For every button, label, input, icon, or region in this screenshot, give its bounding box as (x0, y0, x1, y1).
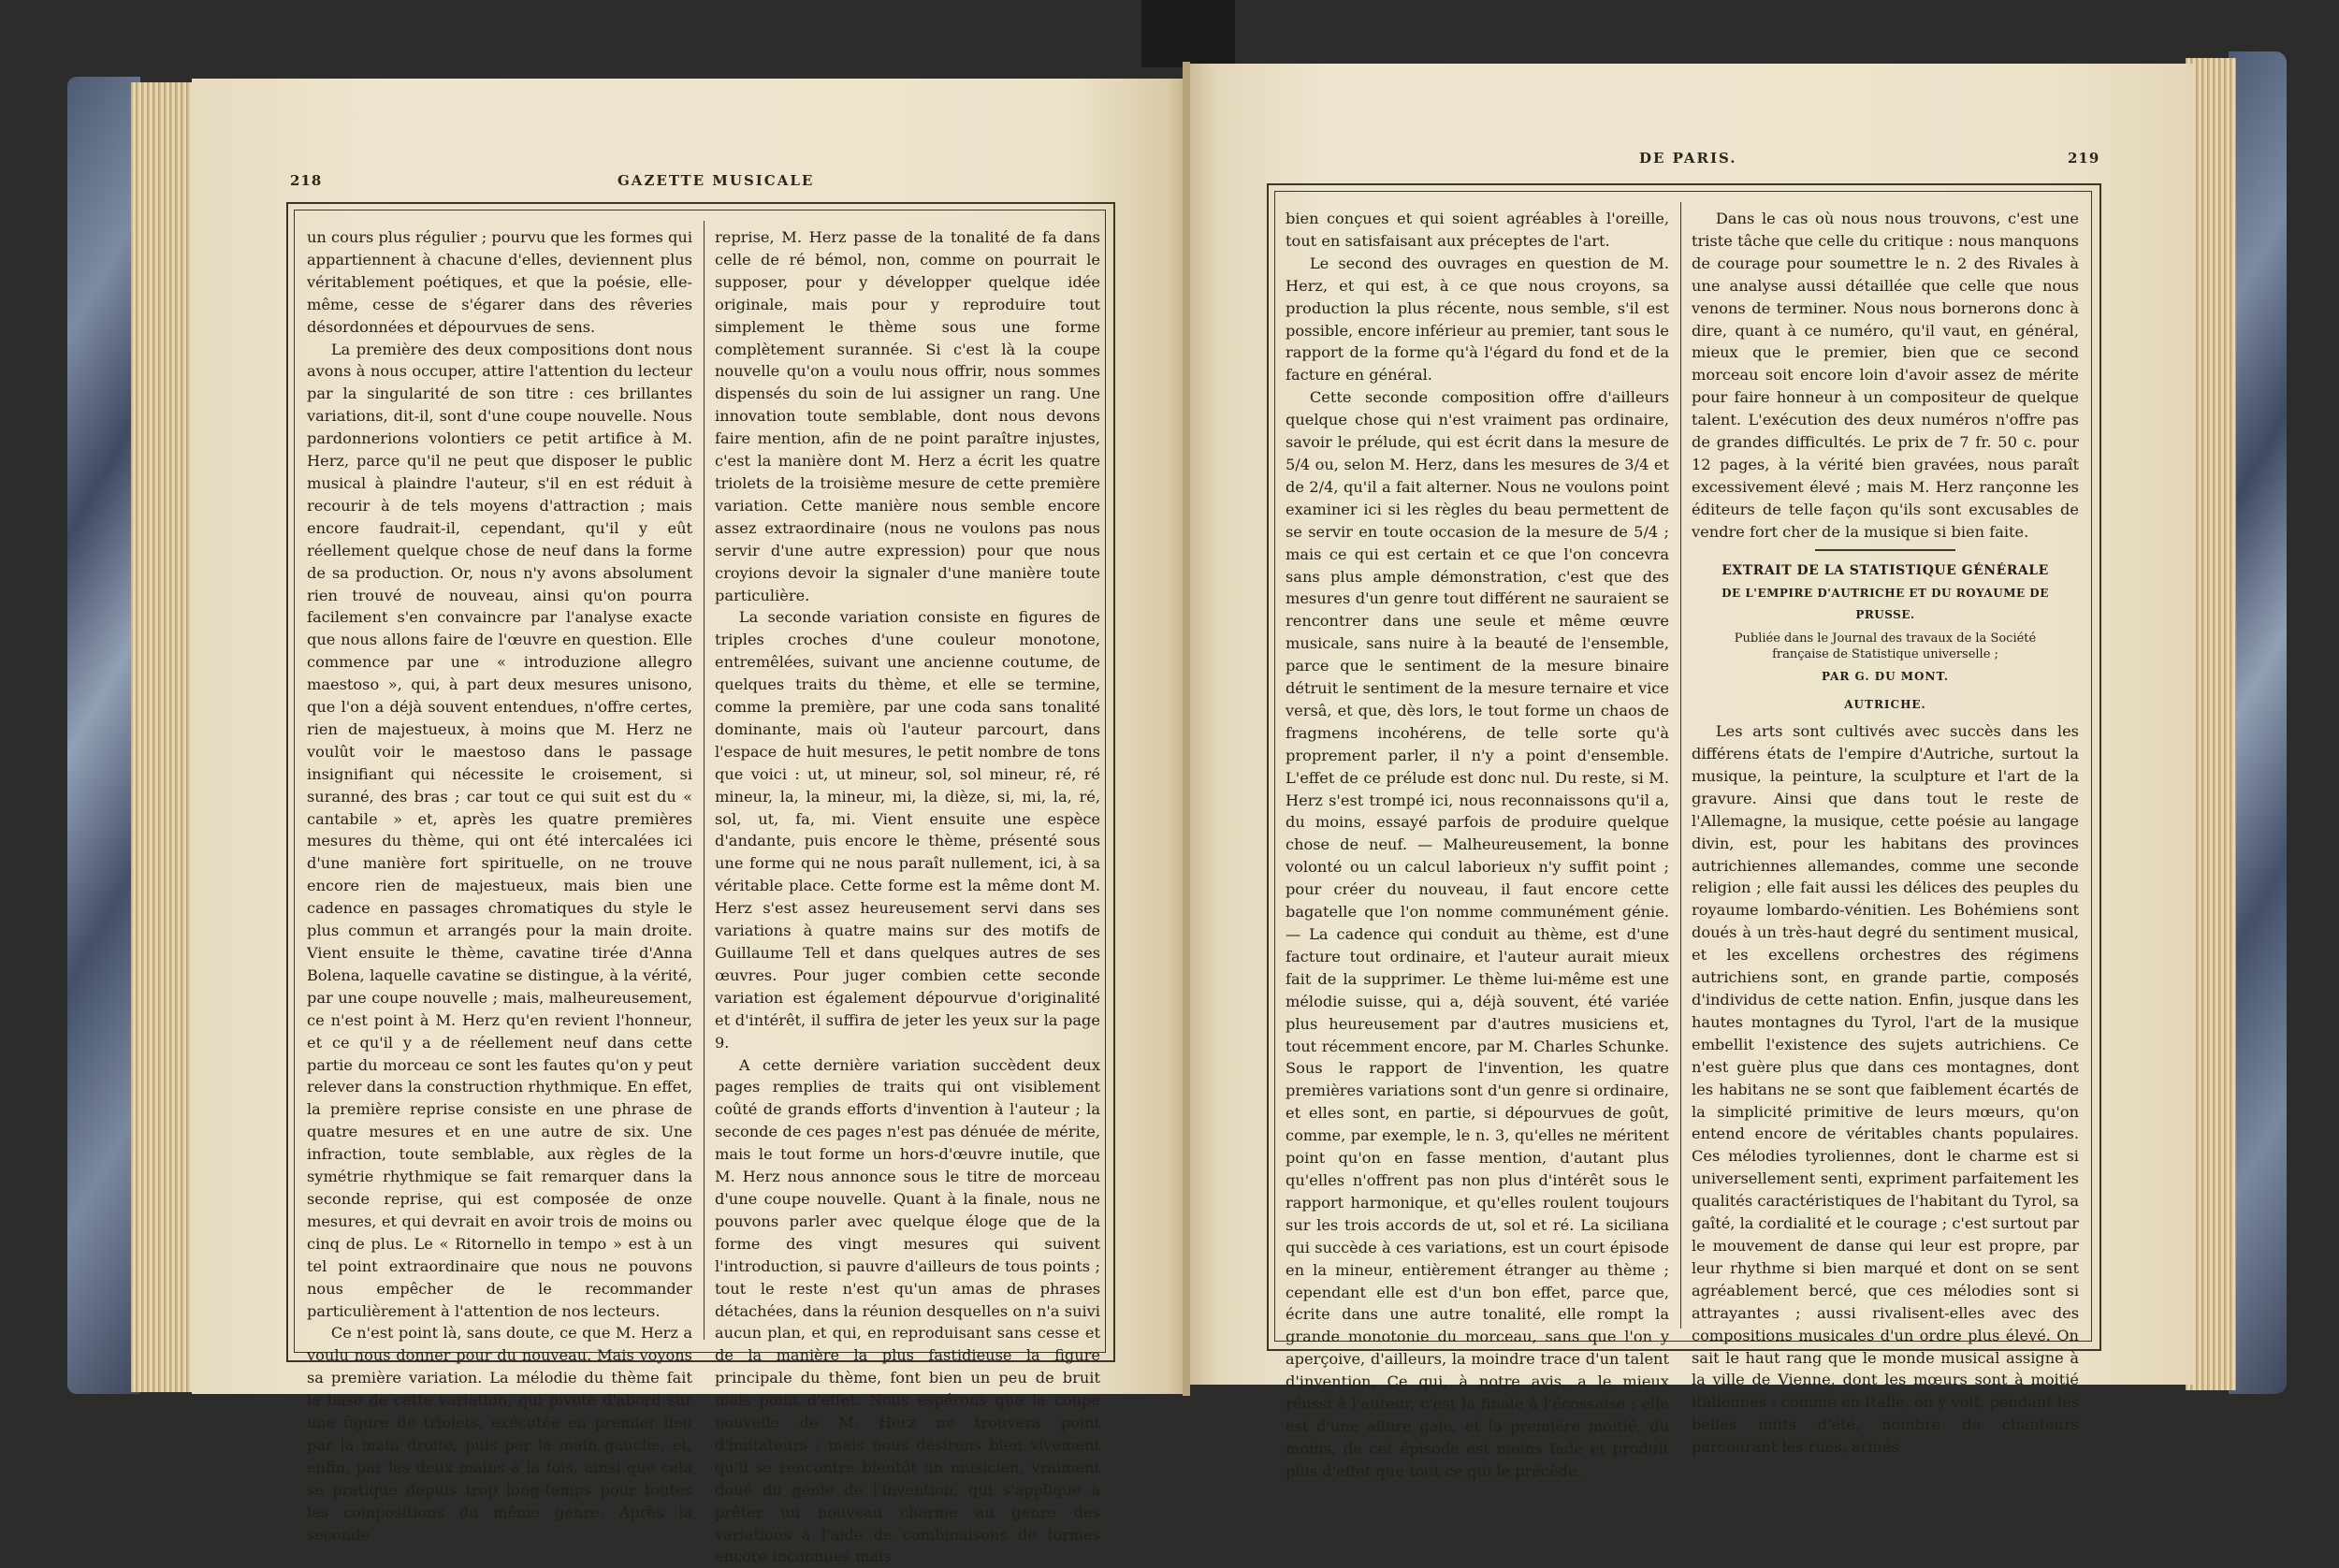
right-page-number: 219 (2068, 150, 2100, 167)
paragraph: La seconde variation consiste en figures de triples croches d'une couleur monotone, entremêlées, suivant une ancienne coutume, de quelques traits du thème, et elle se termine, comme la première, par une coda sans tonalité dominante, mais où l'auteur parcourt, dans l'espace de huit mesures, le petit nombre de tons que voici : ut, ut mineur, sol, sol mineur, ré, ré mineur, la, la mineur, mi, la dièze, si, mi, la, ré, sol, ut, fa, mi. Vient ensuite une espèce d'andante, puis encore le thème, présenté sous une forme qui ne nous paraît nullement, ici, à sa véritable place. Cette forme est la même dont M. Herz s'est assez heureusement servi dans ses variations à quatre mains sur des motifs de Guillaume Tell et dans quelques autres de ses œuvres. Pour juger combien cette seconde variation est également dépourvue d'originalité et d'intérêt, il suffira de jeter les yeux sur la page 9. (715, 608, 1100, 1052)
paragraph: Les arts sont cultivés avec succès dans les différens états de l'empire d'Autriche, surtout la musique, la peinture, la sculpture et l'art de la gravure. Ainsi que dans tout le reste de l'Allemagne, la musique, cette poésie au langage divin, est, pour les habitans des provinces autrichiennes allemandes, comme une seconde religion ; elle fait aussi les délices des peuples du royaume lombardo-vénitien. Les Bohémiens sont doués à un très-haut degré du sentiment musical, et les excellens orchestres des régimens autrichiens sont, en grande partie, composés d'individus de cette nation. Enfin, jusque dans les hautes montagnes du Tyrol, l'art de la musique embellit l'existence des sujets autrichiens. Ce n'est guère plus que dans ces montagnes, dont les habitans ne se sont que faiblement écartés de la simplicité primitive de leurs mœurs, qu'on entend encore de véritables chants populaires. Ces mélodies tyroliennes, dont le charme est si universellement senti, expriment parfaitement les qualités caractéristiques de l'habitant du Tyrol, sa gaîté, la cordialité et le courage ; c'est surtout par le mouvement de danse qui leur est propre, par leur rhythme si bien marqué et dont on se sent agréablement bercé, que ces mélodies sont si attrayantes ; aussi rivalisent-elles avec des compositions musicales d'un ordre plus élevé. On sait le haut rang que le monde musical assigne à la ville de Vienne, dont les mœurs sont à moitié italiennes : comme en Italie, on y voit, pendant les belles nuits d'été, nombre de chanteurs parcourant les rues, armés (1692, 722, 2079, 1457)
paragraph: A cette dernière variation succèdent deux pages remplies de traits qui ont visiblement coûté de grands efforts d'invention à l'auteur ; la seconde de ces pages n'est pas dénuée de mérite, mais le tout forme un hors-d'œuvre inutile, que M. Herz nous annonce sous le titre de morceau d'une coupe nouvelle. Quant à la finale, nous ne pouvons parler avec quelque éloge que de la forme des vingt mesures qui suivent l'introduction, si pauvre d'ailleurs de tous points ; tout le reste n'est qu'un amas de phrases détachées, dans la réunion desquelles on n'a suivi aucun plan, et qui, en reproduisant sans cesse et de la manière la plus fastidieuse la figure principale du thème, font bien un peu de bruit mais point d'effet. Nous espérons que la coupe nouvelle de M. Herz ne trouvera point d'imitateurs ; mais nous désirons bien vivement qu'il se rencontre bientôt un musicien, vraiment doué du génie de l'invention, qui s'applique à prêter un nouveau charme au genre des variations à l'aide de combinaisons de formes encore inconnues mais (715, 1055, 1100, 1566)
right-column-divider (1680, 202, 1681, 1328)
left-page-number: 218 (290, 172, 323, 189)
section-rule (1815, 549, 1955, 551)
paragraph: reprise, M. Herz passe de la tonalité de fa dans celle de ré bémol, non, comme on pourrait le supposer, pour y développer quelque idée originale, mais pour y reproduire tout simplement le thème sous une forme complètement surannée. Si c'est là la coupe nouvelle qu'on a voulu nous offrir, nous sommes dispensés du soin de lui assigner un rang. Une innovation toute semblable, dont nous devons faire mention, afin de ne point paraître injustes, c'est la manière dont M. Herz a écrit les quatre triolets de la troisième mesure de cette première variation. Cette manière nous semble encore assez extraordinaire (nous ne voulons pas nous servir d'une autre expression) pour que nous croyions devoir la signaler d'une manière toute particulière. (715, 228, 1100, 604)
book-cover-left (67, 77, 140, 1394)
paragraph: Ce n'est point là, sans doute, ce que M. Herz a voulu nous donner pour du nouveau. Mais voyons sa première variation. La mélodie du thème fait la base de cette variation, qui pivote d'abord sur une figure de triolets, exécutée en premier lieu par la main droite, puis par la main gauche, et, enfin, par les deux mains à la fois, ainsi que cela se pratique depuis trop long-temps pour toutes les compositions du même genre. Après la seconde (307, 1324, 692, 1544)
paragraph: Le second des ouvrages en question de M. Herz, et qui est, à ce que nous croyons, sa production la plus récente, nous semble, s'il est possible, encore inférieur au premier, tant sous le rapport de la forme qu'à l'égard du fond et de la facture en général. (1286, 254, 1669, 385)
section-source: Publiée dans le Journal des travaux de la Société française de Statistique universelle ; (1734, 632, 2037, 662)
left-running-head: GAZETTE MUSICALE (617, 172, 815, 189)
book-cover-right (2229, 51, 2287, 1394)
section-author: PAR G. DU MONT. (1821, 670, 1950, 684)
paragraph: Cette seconde composition offre d'ailleurs quelque chose qui n'est vraiment pas ordinaire, savoir le prélude, qui est écrit dans la mesure de 5/4 ou, selon M. Herz, dans les mesures de 3/4 et de 2/4, qu'il a fait alterner. Nous ne voulons point examiner ici si les règles du beau permettent de se servir en toute occasion de la mesure de 5/4 ; mais ce qui est certain et ce que l'on concevra sans plus ample démonstration, c'est que des mesures d'un genre tout différent ne sauraient se rencontrer dans une seule et même œuvre musicale, sans nuire à la beauté de l'ensemble, parce que le sentiment de la mesure binaire détruit le sentiment de la mesure ternaire et vice versâ, et que, dès lors, le tout forme un chaos de fragmens incohérens, de telle sorte qu'à proprement parler, il n'y a point d'ensemble. L'effet de ce prélude est donc nul. Du reste, si M. Herz s'est trompé ici, nous reconnaissons qu'il a, du moins, essayé parfois de produire quelque chose de neuf. — Malheureusement, la bonne volonté ou un calcul laborieux n'y suffit point ; pour créer du nouveau, il faut encore cette bagatelle que l'on nomme communément génie. — La cadence qui conduit au thème, est d'une facture tout ordinaire, et l'auteur aurait mieux fait de la supprimer. Le thème lui-même est une mélodie suisse, qui a, déjà souvent, été variée plus heureusement par d'autres musiciens et, tout récemment encore, par M. Charles Schunke. Sous le rapport de l'invention, les quatre premières variations sont d'un genre si ordinaire, et elles sont, en partie, si dépourvues de goût, comme, par exemple, le n. 3, qu'elles ne méritent point qu'on en fasse mention, d'autant plus qu'elles n'offrent pas non plus d'intérêt sous le rapport harmonique, et qu'elles roulent toujours sur les trois accords de ut, sol et ré. La siciliana qui succède à ces variations, est un court épisode en la mineur, entièrement étranger au thème ; cependant elle est d'un bon effet, parce que, écrite dans une autre tonalité, elle rompt la grande monotonie du morceau, sans que l'on y aperçoive, d'ailleurs, la moindre trace d'un talent d'invention. Ce qui, à notre avis, a le mieux réussi à l'auteur, c'est la finale à l'écossaise : elle est d'une allure gaie, et la première moitié, du moins, de cet épisode est moins fade et produit plus d'effet que tout ce qui le précède. (1286, 388, 1669, 1480)
left-column-1 (307, 226, 692, 1546)
right-column-2 (1692, 208, 2079, 1459)
book-clip (1141, 0, 1235, 67)
page-edges-left (131, 82, 200, 1392)
section-subtitle: AUTRICHE. (1844, 698, 1926, 712)
paragraph: La première des deux compositions dont nous avons à nous occuper, attire l'attention du lecteur par la singularité de son titre : ces brillantes variations, dit-il, sont d'une coupe nouvelle. Nous pardonnerions volontiers ce petit artifice à M. Herz, parce qu'il ne peut que disposer le public musical à plaindre l'auteur, s'il en est réduit à recourir à de tels moyens d'attraction ; mais encore faudrait-il, cependant, qu'il y eût réellement quelque chose de neuf dans la forme de sa production. Or, nous n'y avons absolument rien trouvé de nouveau, ainsi qu'on pourra facilement s'en convaincre par l'analyse exacte que nous allons faire de l'œuvre en question. Elle commence par une « introduzione allegro maestoso », qui, à part deux mesures unisono, que l'on a déjà souvent entendues, n'offre certes, rien de majestueux, à moins que M. Herz ne voulût voir le maestoso dans le passage insignifiant qui nécessite le croisement, si suranné, des bras ; car tout ce qui suit est du « cantabile » et, après les quatre premières mesures du thème, qui ont été intercalées ici d'une manière fort spirituelle, on ne trouve encore rien de majestueux, mais bien une cadence en passages chromatiques du style le plus commun et arrangés pour la main droite. Vient ensuite le thème, cavatine tirée d'Anna Bolena, laquelle cavatine se distingue, à la vérité, par une coupe nouvelle ; mais, malheureusement, ce n'est point à M. Herz qu'en revient l'honneur, et ce qu'il y a de réellement neuf dans cette partie du morceau ce sont les fautes qu'on y peut relever dans la construction rhythmique. En effet, la première reprise consiste en une phrase de quatre mesures et en une autre de six. Une infraction, toute semblable, aux règles de la symétrie rhythmique se fait remarquer dans la seconde reprise, qui est composée de onze mesures, et qui devrait en avoir trois de moins ou cinq de plus. Le « Ritornello in tempo » est à un tel point extraordinaire que nous ne pouvons nous empêcher de le recommander particulièrement à l'attention de nos lecteurs. (307, 340, 692, 1320)
left-column-divider (704, 221, 705, 1340)
paragraph: un cours plus régulier ; pourvu que les formes qui appartiennent à chacune d'elles, deviennent plus véritablement poétiques, et que la poésie, elle-même, cesse de s'égarer dans des rêveries désordonnées et dépourvues de sens. (307, 228, 692, 336)
section-title: EXTRAIT DE LA STATISTIQUE GÉNÉRALE (1722, 562, 2049, 578)
paragraph: bien conçues et qui soient agréables à l'oreille, tout en satisfaisant aux préceptes de l'art. (1286, 210, 1669, 250)
left-column-2 (715, 226, 1100, 1568)
book-gutter (1183, 62, 1190, 1396)
paragraph: Dans le cas où nous nous trouvons, c'est une triste tâche que celle du critique : nous manquons de courage pour soumettre le n. 2 des Rivales à une analyse aussi détaillée que celle que nous venons de terminer. Nous nous bornerons donc à dire, quant à ce numéro, qu'il vaut, en général, mieux que le premier, bien que ce second morceau soit encore loin d'avoir assez de mérite pour faire honneur à un compositeur de quelque talent. L'exécution des deux numéros n'offre pas de grandes difficultés. Le prix de 7 fr. 50 c. pour 12 pages, à la vérité bien gravées, nous paraît excessivement élevé ; mais M. Herz rançonne les éditeurs de telle façon qu'ils sont excusables de vendre fort cher de la musique si bien faite. (1692, 210, 2079, 541)
section-title-2: DE L'EMPIRE D'AUTRICHE ET DU ROYAUME DE PRUSSE. (1722, 586, 2049, 622)
right-column-1 (1286, 208, 1669, 1483)
page-edges-right (2186, 58, 2236, 1390)
right-running-head: DE PARIS. (1639, 150, 1737, 167)
